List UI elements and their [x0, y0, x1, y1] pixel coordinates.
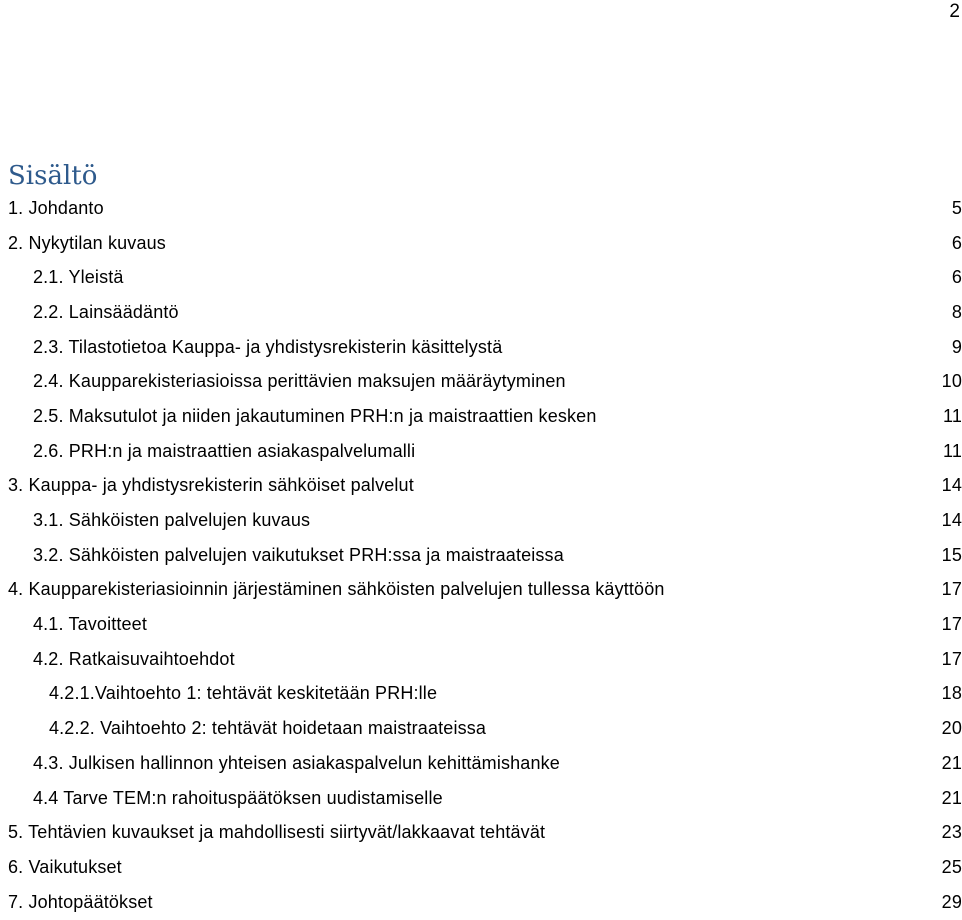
- toc-entry-text: 4.2. Ratkaisuvaihtoehdot: [33, 648, 235, 669]
- toc-entry-text: 4.2.2. Vaihtoehto 2: tehtävät hoidetaan maistraateissa: [49, 718, 487, 739]
- toc-title: Sisältö: [8, 161, 98, 191]
- toc-entry-page-number: 18: [941, 683, 962, 704]
- toc-entry[interactable]: [8, 850, 962, 885]
- toc-entry-page-number: 6: [951, 232, 962, 253]
- toc-entry-page-number: 10: [941, 371, 962, 392]
- toc-entry[interactable]: [8, 226, 962, 261]
- toc-entry-text: 5. Tehtävien kuvaukset ja mahdollisesti siirtyvät/lakkaavat tehtävät: [8, 822, 546, 843]
- toc-entry[interactable]: [8, 469, 962, 504]
- toc-entry-text: 2.5. Maksutulot ja niiden jakautuminen PRH:n ja maistraattien kesken: [33, 405, 597, 426]
- toc-entry[interactable]: [8, 364, 962, 399]
- page-number: 2: [949, 1, 960, 22]
- toc-entry[interactable]: [8, 607, 962, 642]
- toc-entry[interactable]: [8, 677, 962, 712]
- toc-entry-text: 6. Vaikutukset: [8, 856, 122, 877]
- toc-entry[interactable]: [8, 642, 962, 677]
- toc-entry[interactable]: [8, 781, 962, 816]
- toc-entry-text: 4.2.1.Vaihtoehto 1: tehtävät keskitetään PRH:lle: [49, 683, 438, 704]
- toc-entry-page-number: 20: [941, 718, 962, 739]
- toc-entry-text: 2.4. Kaupparekisteriasioissa perittävien maksujen määräytyminen: [33, 371, 566, 392]
- toc-entry-text: 2.6. PRH:n ja maistraattien asiakaspalvelumalli: [33, 440, 416, 461]
- toc-entry[interactable]: [8, 260, 962, 295]
- toc-entry-text: 2. Nykytilan kuvaus: [8, 232, 166, 253]
- toc-entry-page-number: 21: [941, 752, 962, 773]
- toc-entry[interactable]: [8, 330, 962, 365]
- toc-entry[interactable]: [8, 711, 962, 746]
- toc-entry-text: 4.4 Tarve TEM:n rahoituspäätöksen uudistamiselle: [33, 787, 443, 808]
- toc-entry[interactable]: [8, 746, 962, 781]
- toc-entry[interactable]: [8, 573, 962, 608]
- toc-entry-text: 1. Johdanto: [8, 197, 104, 218]
- toc-entry-text: 2.1. Yleistä: [33, 267, 124, 288]
- toc-entry-text: 3. Kauppa- ja yhdistysrekisterin sähköiset palvelut: [8, 475, 414, 496]
- toc-entry-page-number: 14: [941, 510, 962, 531]
- toc-entry[interactable]: [8, 885, 962, 920]
- toc-entry-page-number: 6: [951, 267, 962, 288]
- toc-entry[interactable]: [8, 399, 962, 434]
- toc-entry-page-number: 25: [941, 856, 962, 877]
- toc-entry-page-number: 14: [941, 475, 962, 496]
- toc-entry[interactable]: [8, 503, 962, 538]
- toc-entry-page-number: 17: [941, 579, 962, 600]
- toc-entry[interactable]: [8, 538, 962, 573]
- toc-entry-text: 4.1. Tavoitteet: [33, 614, 147, 635]
- toc-entry-text: 2.2. Lainsäädäntö: [33, 301, 179, 322]
- toc-entry-page-number: 5: [951, 197, 962, 218]
- toc-entry-text: 7. Johtopäätökset: [8, 891, 153, 912]
- toc-entry-text: 2.3. Tilastotietoa Kauppa- ja yhdistysrekisterin käsittelystä: [33, 336, 503, 357]
- toc-entry-text: 3.2. Sähköisten palvelujen vaikutukset PRH:ssa ja maistraateissa: [33, 544, 564, 565]
- toc-list: [8, 191, 962, 919]
- toc-entry-page-number: 11: [943, 405, 962, 426]
- toc-entry-page-number: 9: [951, 336, 962, 357]
- toc-entry-page-number: 23: [941, 822, 962, 843]
- toc-entry[interactable]: [8, 295, 962, 330]
- toc-entry-page-number: 29: [941, 891, 962, 912]
- toc-entry-page-number: 21: [941, 787, 962, 808]
- toc-entry-text: 4. Kaupparekisteriasioinnin järjestäminen sähköisten palvelujen tullessa käyttöön: [8, 579, 665, 600]
- toc-entry-page-number: 8: [951, 301, 962, 322]
- toc-entry-page-number: 17: [941, 614, 962, 635]
- toc-entry-page-number: 15: [941, 544, 962, 565]
- toc-entry-page-number: 17: [941, 648, 962, 669]
- toc-entry-text: 3.1. Sähköisten palvelujen kuvaus: [33, 510, 311, 531]
- toc-entry[interactable]: [8, 191, 962, 226]
- toc-entry[interactable]: [8, 434, 962, 469]
- toc-entry[interactable]: [8, 815, 962, 850]
- toc-entry-text: 4.3. Julkisen hallinnon yhteisen asiakaspalvelun kehittämishanke: [33, 752, 560, 773]
- toc-entry-page-number: 11: [943, 440, 962, 461]
